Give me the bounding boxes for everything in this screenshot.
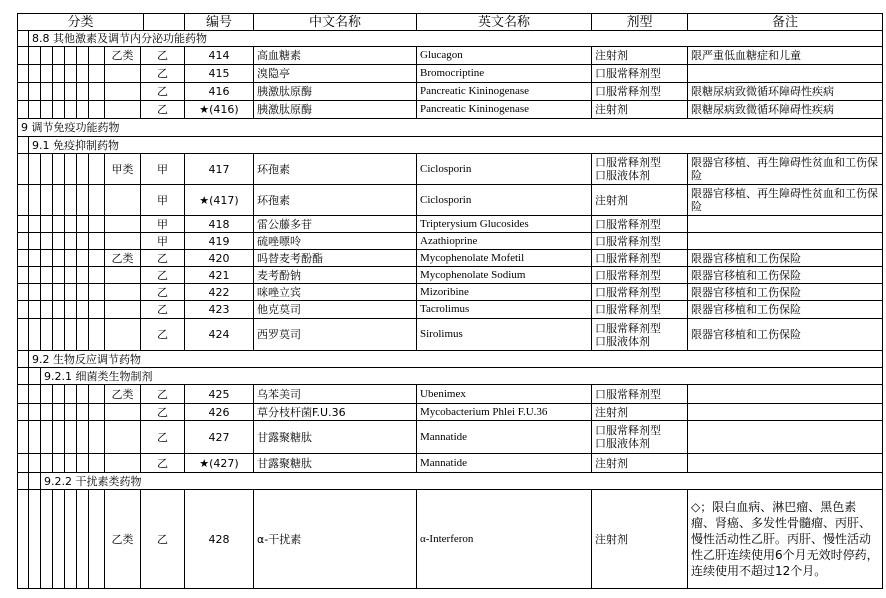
indent-cell: [41, 233, 53, 250]
indent-cell: [53, 185, 65, 216]
section-heading: 9.1 免疫抑制药物: [29, 137, 883, 154]
indent-cell: [29, 154, 41, 185]
class-cell: [105, 83, 141, 101]
indent-cell: [65, 421, 77, 454]
indent-cell: [17, 421, 29, 454]
indent-cell: [89, 47, 105, 65]
grade-cell: 乙: [141, 385, 185, 404]
grade-cell: 甲: [141, 154, 185, 185]
indent-cell: [29, 404, 41, 421]
indent-cell: [17, 47, 29, 65]
class-cell: [105, 233, 141, 250]
number-cell: 424: [185, 319, 254, 351]
cn-name-cell: 咪唑立宾: [254, 284, 417, 301]
dosage-form-cell: [592, 250, 688, 267]
dosage-form-line: 注射剂: [595, 103, 628, 116]
cn-name-cell: 草分枝杆菌F.U.36: [254, 404, 417, 421]
grade-cell: 乙: [141, 421, 185, 454]
class-cell: 乙类: [105, 490, 141, 589]
indent-cell: [17, 233, 29, 250]
indent-cell: [17, 101, 29, 119]
header-number: 编号: [185, 13, 254, 31]
dosage-form-line: 口服常释剂型: [595, 285, 661, 299]
dosage-form-line: 口服常释剂型: [595, 321, 661, 335]
indent-cell: [65, 185, 77, 216]
number-cell: 420: [185, 250, 254, 267]
en-name-cell: Azathioprine: [417, 233, 592, 250]
remarks-cell: 限器官移植和工伤保险: [688, 284, 883, 301]
en-name-cell: Tripterysium Glucosides: [417, 216, 592, 233]
indent-cell: [65, 490, 77, 589]
dosage-form-cell: [592, 284, 688, 301]
class-cell: 乙类: [105, 47, 141, 65]
dosage-form-line: 口服常释剂型: [595, 268, 661, 282]
dosage-form-line: 注射剂: [595, 405, 628, 419]
dosage-form-cell: [592, 421, 688, 454]
section-heading: 8.8 其他激素及调节内分泌功能药物: [29, 31, 883, 47]
dosage-form-cell: [592, 47, 688, 65]
indent-cell: [41, 185, 53, 216]
grade-cell: 乙: [141, 404, 185, 421]
indent-cell: [29, 473, 41, 490]
indent-cell: [89, 404, 105, 421]
indent-cell: [53, 83, 65, 101]
indent-cell: [41, 490, 53, 589]
indent-cell: [29, 233, 41, 250]
en-name-cell: Bromocriptine: [417, 65, 592, 83]
class-cell: [105, 284, 141, 301]
indent-cell: [65, 454, 77, 473]
indent-cell: [41, 404, 53, 421]
number-cell: ★(416): [185, 101, 254, 119]
indent-cell: [29, 421, 41, 454]
indent-cell: [17, 216, 29, 233]
indent-cell: [77, 154, 89, 185]
dosage-form-line: 口服常释剂型: [595, 156, 661, 169]
indent-cell: [65, 233, 77, 250]
dosage-form-line: 口服常释剂型: [595, 234, 661, 248]
indent-cell: [41, 421, 53, 454]
indent-cell: [53, 216, 65, 233]
indent-cell: [29, 65, 41, 83]
grade-cell: 乙: [141, 83, 185, 101]
indent-cell: [89, 65, 105, 83]
indent-cell: [41, 154, 53, 185]
grade-cell: 乙: [141, 284, 185, 301]
indent-cell: [17, 385, 29, 404]
class-cell: [105, 404, 141, 421]
number-cell: ★(417): [185, 185, 254, 216]
dosage-form-line: 口服常释剂型: [595, 303, 661, 316]
indent-cell: [65, 404, 77, 421]
remarks-cell: 限器官移植、再生障碍性贫血和工伤保险: [688, 154, 883, 185]
indent-cell: [41, 385, 53, 404]
remarks-cell: 限器官移植和工伤保险: [688, 301, 883, 319]
indent-cell: [77, 421, 89, 454]
dosage-form-cell: [592, 233, 688, 250]
remarks-cell: ◇；限白血病、淋巴瘤、黑色素瘤、肾癌、多发性骨髓瘤、丙肝、慢性活动性乙肝。丙肝、慢性活动性乙肝连续使用6个月无效时停药，连续使用不超过12个月。: [688, 490, 883, 589]
indent-cell: [89, 154, 105, 185]
indent-cell: [89, 490, 105, 589]
en-name-cell: Mannatide: [417, 454, 592, 473]
remarks-cell: [688, 65, 883, 83]
remarks-cell: [688, 454, 883, 473]
header-remarks: 备注: [688, 13, 883, 31]
indent-cell: [89, 454, 105, 473]
en-name-cell: Pancreatic Kininogenase: [417, 101, 592, 119]
indent-cell: [17, 185, 29, 216]
dosage-form-line: 注射剂: [595, 456, 628, 470]
indent-cell: [29, 185, 41, 216]
remarks-cell: 限严重低血糖症和儿童: [688, 47, 883, 65]
grade-cell: 甲: [141, 216, 185, 233]
indent-cell: [17, 473, 29, 490]
indent-cell: [41, 47, 53, 65]
indent-cell: [77, 319, 89, 351]
dosage-form-line: 口服常释剂型: [595, 387, 661, 401]
dosage-form-line: 口服液体剂: [595, 334, 650, 348]
cn-name-cell: 麦考酚钠: [254, 267, 417, 284]
number-cell: 421: [185, 267, 254, 284]
remarks-cell: 限器官移植和工伤保险: [688, 319, 883, 351]
indent-cell: [17, 454, 29, 473]
grade-cell: 乙: [141, 101, 185, 119]
indent-cell: [29, 267, 41, 284]
indent-cell: [89, 421, 105, 454]
indent-cell: [53, 319, 65, 351]
indent-cell: [41, 284, 53, 301]
class-cell: 乙类: [105, 250, 141, 267]
indent-cell: [29, 47, 41, 65]
cn-name-cell: 甘露聚糖肽: [254, 421, 417, 454]
en-name-cell: Mycophenolate Mofetil: [417, 250, 592, 267]
number-cell: 415: [185, 65, 254, 83]
number-cell: 417: [185, 154, 254, 185]
en-name-cell: Ubenimex: [417, 385, 592, 404]
indent-cell: [53, 65, 65, 83]
indent-cell: [29, 101, 41, 119]
dosage-form-cell: [592, 454, 688, 473]
class-cell: [105, 101, 141, 119]
remarks-cell: [688, 216, 883, 233]
indent-cell: [17, 284, 29, 301]
indent-cell: [53, 154, 65, 185]
indent-cell: [29, 319, 41, 351]
dosage-form-cell: [592, 490, 688, 589]
grade-cell: 乙: [141, 267, 185, 284]
number-cell: 422: [185, 284, 254, 301]
class-cell: [105, 185, 141, 216]
indent-cell: [41, 65, 53, 83]
grade-cell: 乙: [141, 65, 185, 83]
header-dosage-form: 剂型: [592, 13, 688, 31]
dosage-form-cell: [592, 404, 688, 421]
indent-cell: [77, 301, 89, 319]
indent-cell: [89, 385, 105, 404]
grade-cell: 乙: [141, 319, 185, 351]
dosage-form-cell: [592, 319, 688, 351]
dosage-form-cell: [592, 301, 688, 319]
en-name-cell: α-Interferon: [417, 490, 592, 589]
indent-cell: [77, 454, 89, 473]
indent-cell: [89, 301, 105, 319]
indent-cell: [65, 385, 77, 404]
dosage-form-line: 口服常释剂型: [595, 217, 661, 231]
remarks-cell: [688, 385, 883, 404]
indent-cell: [77, 250, 89, 267]
grade-cell: 甲: [141, 185, 185, 216]
indent-cell: [17, 267, 29, 284]
class-cell: [105, 65, 141, 83]
cn-name-cell: 溴隐亭: [254, 65, 417, 83]
grade-cell: 乙: [141, 301, 185, 319]
cn-name-cell: 甘露聚糖肽: [254, 454, 417, 473]
dosage-form-line: 注射剂: [595, 532, 628, 546]
dosage-form-line: 口服常释剂型: [595, 424, 661, 437]
indent-cell: [89, 284, 105, 301]
class-cell: 乙类: [105, 385, 141, 404]
number-cell: 425: [185, 385, 254, 404]
indent-cell: [29, 368, 41, 385]
indent-cell: [89, 233, 105, 250]
indent-cell: [17, 351, 29, 368]
indent-cell: [17, 31, 29, 47]
number-cell: 414: [185, 47, 254, 65]
grade-cell: 乙: [141, 47, 185, 65]
indent-cell: [17, 301, 29, 319]
indent-cell: [77, 65, 89, 83]
remarks-cell: 限器官移植和工伤保险: [688, 250, 883, 267]
header-en-name: 英文名称: [417, 13, 592, 31]
header-grade-blank: [141, 13, 185, 31]
indent-cell: [53, 454, 65, 473]
indent-cell: [17, 404, 29, 421]
indent-cell: [77, 404, 89, 421]
indent-cell: [17, 154, 29, 185]
indent-cell: [41, 267, 53, 284]
indent-cell: [17, 83, 29, 101]
class-cell: [105, 421, 141, 454]
dosage-form-cell: [592, 83, 688, 101]
en-name-cell: Sirolimus: [417, 319, 592, 351]
indent-cell: [41, 250, 53, 267]
dosage-form-line: 口服常释剂型: [595, 251, 661, 265]
cn-name-cell: 胰激肽原酶: [254, 101, 417, 119]
indent-cell: [77, 267, 89, 284]
indent-cell: [53, 267, 65, 284]
indent-cell: [17, 137, 29, 154]
indent-cell: [41, 301, 53, 319]
indent-cell: [65, 216, 77, 233]
indent-cell: [77, 83, 89, 101]
indent-cell: [41, 454, 53, 473]
indent-cell: [65, 154, 77, 185]
header-cn-name: 中文名称: [254, 13, 417, 31]
en-name-cell: Pancreatic Kininogenase: [417, 83, 592, 101]
en-name-cell: Mycobacterium Phlei F.U.36: [417, 404, 592, 421]
indent-cell: [17, 368, 29, 385]
indent-cell: [53, 490, 65, 589]
remarks-cell: 限糖尿病致微循环障碍性疾病: [688, 83, 883, 101]
indent-cell: [65, 47, 77, 65]
indent-cell: [17, 319, 29, 351]
cn-name-cell: 吗替麦考酚酯: [254, 250, 417, 267]
grade-cell: 乙: [141, 490, 185, 589]
indent-cell: [29, 250, 41, 267]
dosage-form-cell: [592, 267, 688, 284]
indent-cell: [77, 490, 89, 589]
class-cell: [105, 319, 141, 351]
cn-name-cell: 乌苯美司: [254, 385, 417, 404]
number-cell: 418: [185, 216, 254, 233]
indent-cell: [53, 250, 65, 267]
indent-cell: [65, 101, 77, 119]
indent-cell: [41, 319, 53, 351]
cn-name-cell: 硫唑嘌呤: [254, 233, 417, 250]
cn-name-cell: 雷公藤多苷: [254, 216, 417, 233]
section-heading: 9.2.2 干扰素类药物: [41, 473, 883, 490]
indent-cell: [77, 101, 89, 119]
en-name-cell: Mycophenolate Sodium: [417, 267, 592, 284]
indent-cell: [41, 101, 53, 119]
indent-cell: [17, 490, 29, 589]
indent-cell: [77, 185, 89, 216]
indent-cell: [29, 301, 41, 319]
number-cell: 428: [185, 490, 254, 589]
cn-name-cell: 环孢素: [254, 154, 417, 185]
indent-cell: [65, 267, 77, 284]
indent-cell: [41, 216, 53, 233]
number-cell: 416: [185, 83, 254, 101]
indent-cell: [89, 216, 105, 233]
indent-cell: [89, 267, 105, 284]
cn-name-cell: α-干扰素: [254, 490, 417, 589]
dosage-form-line: 口服常释剂型: [595, 67, 661, 80]
dosage-form-line: 注射剂: [595, 49, 628, 62]
indent-cell: [77, 216, 89, 233]
indent-cell: [77, 385, 89, 404]
indent-cell: [65, 284, 77, 301]
indent-cell: [29, 83, 41, 101]
dosage-form-cell: [592, 216, 688, 233]
cn-name-cell: 他克莫司: [254, 301, 417, 319]
header-category: 分类: [17, 13, 144, 31]
indent-cell: [17, 250, 29, 267]
dosage-form-line: 注射剂: [595, 193, 628, 207]
dosage-form-cell: [592, 154, 688, 185]
en-name-cell: Mizoribine: [417, 284, 592, 301]
indent-cell: [53, 101, 65, 119]
indent-cell: [65, 83, 77, 101]
indent-cell: [29, 454, 41, 473]
number-cell: 427: [185, 421, 254, 454]
dosage-form-line: 口服常释剂型: [595, 85, 661, 98]
cn-name-cell: 环孢素: [254, 185, 417, 216]
cn-name-cell: 西罗莫司: [254, 319, 417, 351]
indent-cell: [29, 385, 41, 404]
indent-cell: [77, 47, 89, 65]
remarks-cell: [688, 421, 883, 454]
remarks-cell: [688, 233, 883, 250]
indent-cell: [65, 250, 77, 267]
indent-cell: [53, 385, 65, 404]
dosage-form-cell: [592, 185, 688, 216]
en-name-cell: Ciclosporin: [417, 185, 592, 216]
section-heading: 9 调节免疫功能药物: [17, 119, 883, 137]
remarks-cell: 限糖尿病致微循环障碍性疾病: [688, 101, 883, 119]
indent-cell: [65, 319, 77, 351]
section-heading: 9.2 生物反应调节药物: [29, 351, 883, 368]
indent-cell: [29, 490, 41, 589]
class-cell: [105, 216, 141, 233]
en-name-cell: Ciclosporin: [417, 154, 592, 185]
indent-cell: [53, 284, 65, 301]
indent-cell: [65, 65, 77, 83]
dosage-form-cell: [592, 101, 688, 119]
dosage-form-cell: [592, 65, 688, 83]
dosage-form-line: 口服液体剂: [595, 169, 650, 182]
number-cell: ★(427): [185, 454, 254, 473]
indent-cell: [53, 404, 65, 421]
indent-cell: [89, 250, 105, 267]
indent-cell: [89, 185, 105, 216]
indent-cell: [77, 284, 89, 301]
en-name-cell: Glucagon: [417, 47, 592, 65]
class-cell: [105, 454, 141, 473]
class-cell: [105, 301, 141, 319]
indent-cell: [77, 233, 89, 250]
indent-cell: [29, 216, 41, 233]
grade-cell: 乙: [141, 250, 185, 267]
class-cell: [105, 267, 141, 284]
indent-cell: [65, 301, 77, 319]
en-name-cell: Mannatide: [417, 421, 592, 454]
dosage-form-cell: [592, 385, 688, 404]
section-heading: 9.2.1 细菌类生物制剂: [41, 368, 883, 385]
indent-cell: [53, 301, 65, 319]
indent-cell: [89, 83, 105, 101]
indent-cell: [53, 47, 65, 65]
indent-cell: [53, 421, 65, 454]
remarks-cell: 限器官移植、再生障碍性贫血和工伤保险: [688, 185, 883, 216]
grade-cell: 乙: [141, 454, 185, 473]
number-cell: 419: [185, 233, 254, 250]
indent-cell: [89, 101, 105, 119]
number-cell: 423: [185, 301, 254, 319]
indent-cell: [29, 284, 41, 301]
cn-name-cell: 胰激肽原酶: [254, 83, 417, 101]
indent-cell: [89, 319, 105, 351]
dosage-form-line: 口服液体剂: [595, 437, 650, 450]
indent-cell: [41, 83, 53, 101]
cn-name-cell: 高血糖素: [254, 47, 417, 65]
class-cell: 甲类: [105, 154, 141, 185]
indent-cell: [17, 65, 29, 83]
remarks-cell: 限器官移植和工伤保险: [688, 267, 883, 284]
indent-cell: [53, 233, 65, 250]
en-name-cell: Tacrolimus: [417, 301, 592, 319]
remarks-cell: [688, 404, 883, 421]
number-cell: 426: [185, 404, 254, 421]
grade-cell: 甲: [141, 233, 185, 250]
